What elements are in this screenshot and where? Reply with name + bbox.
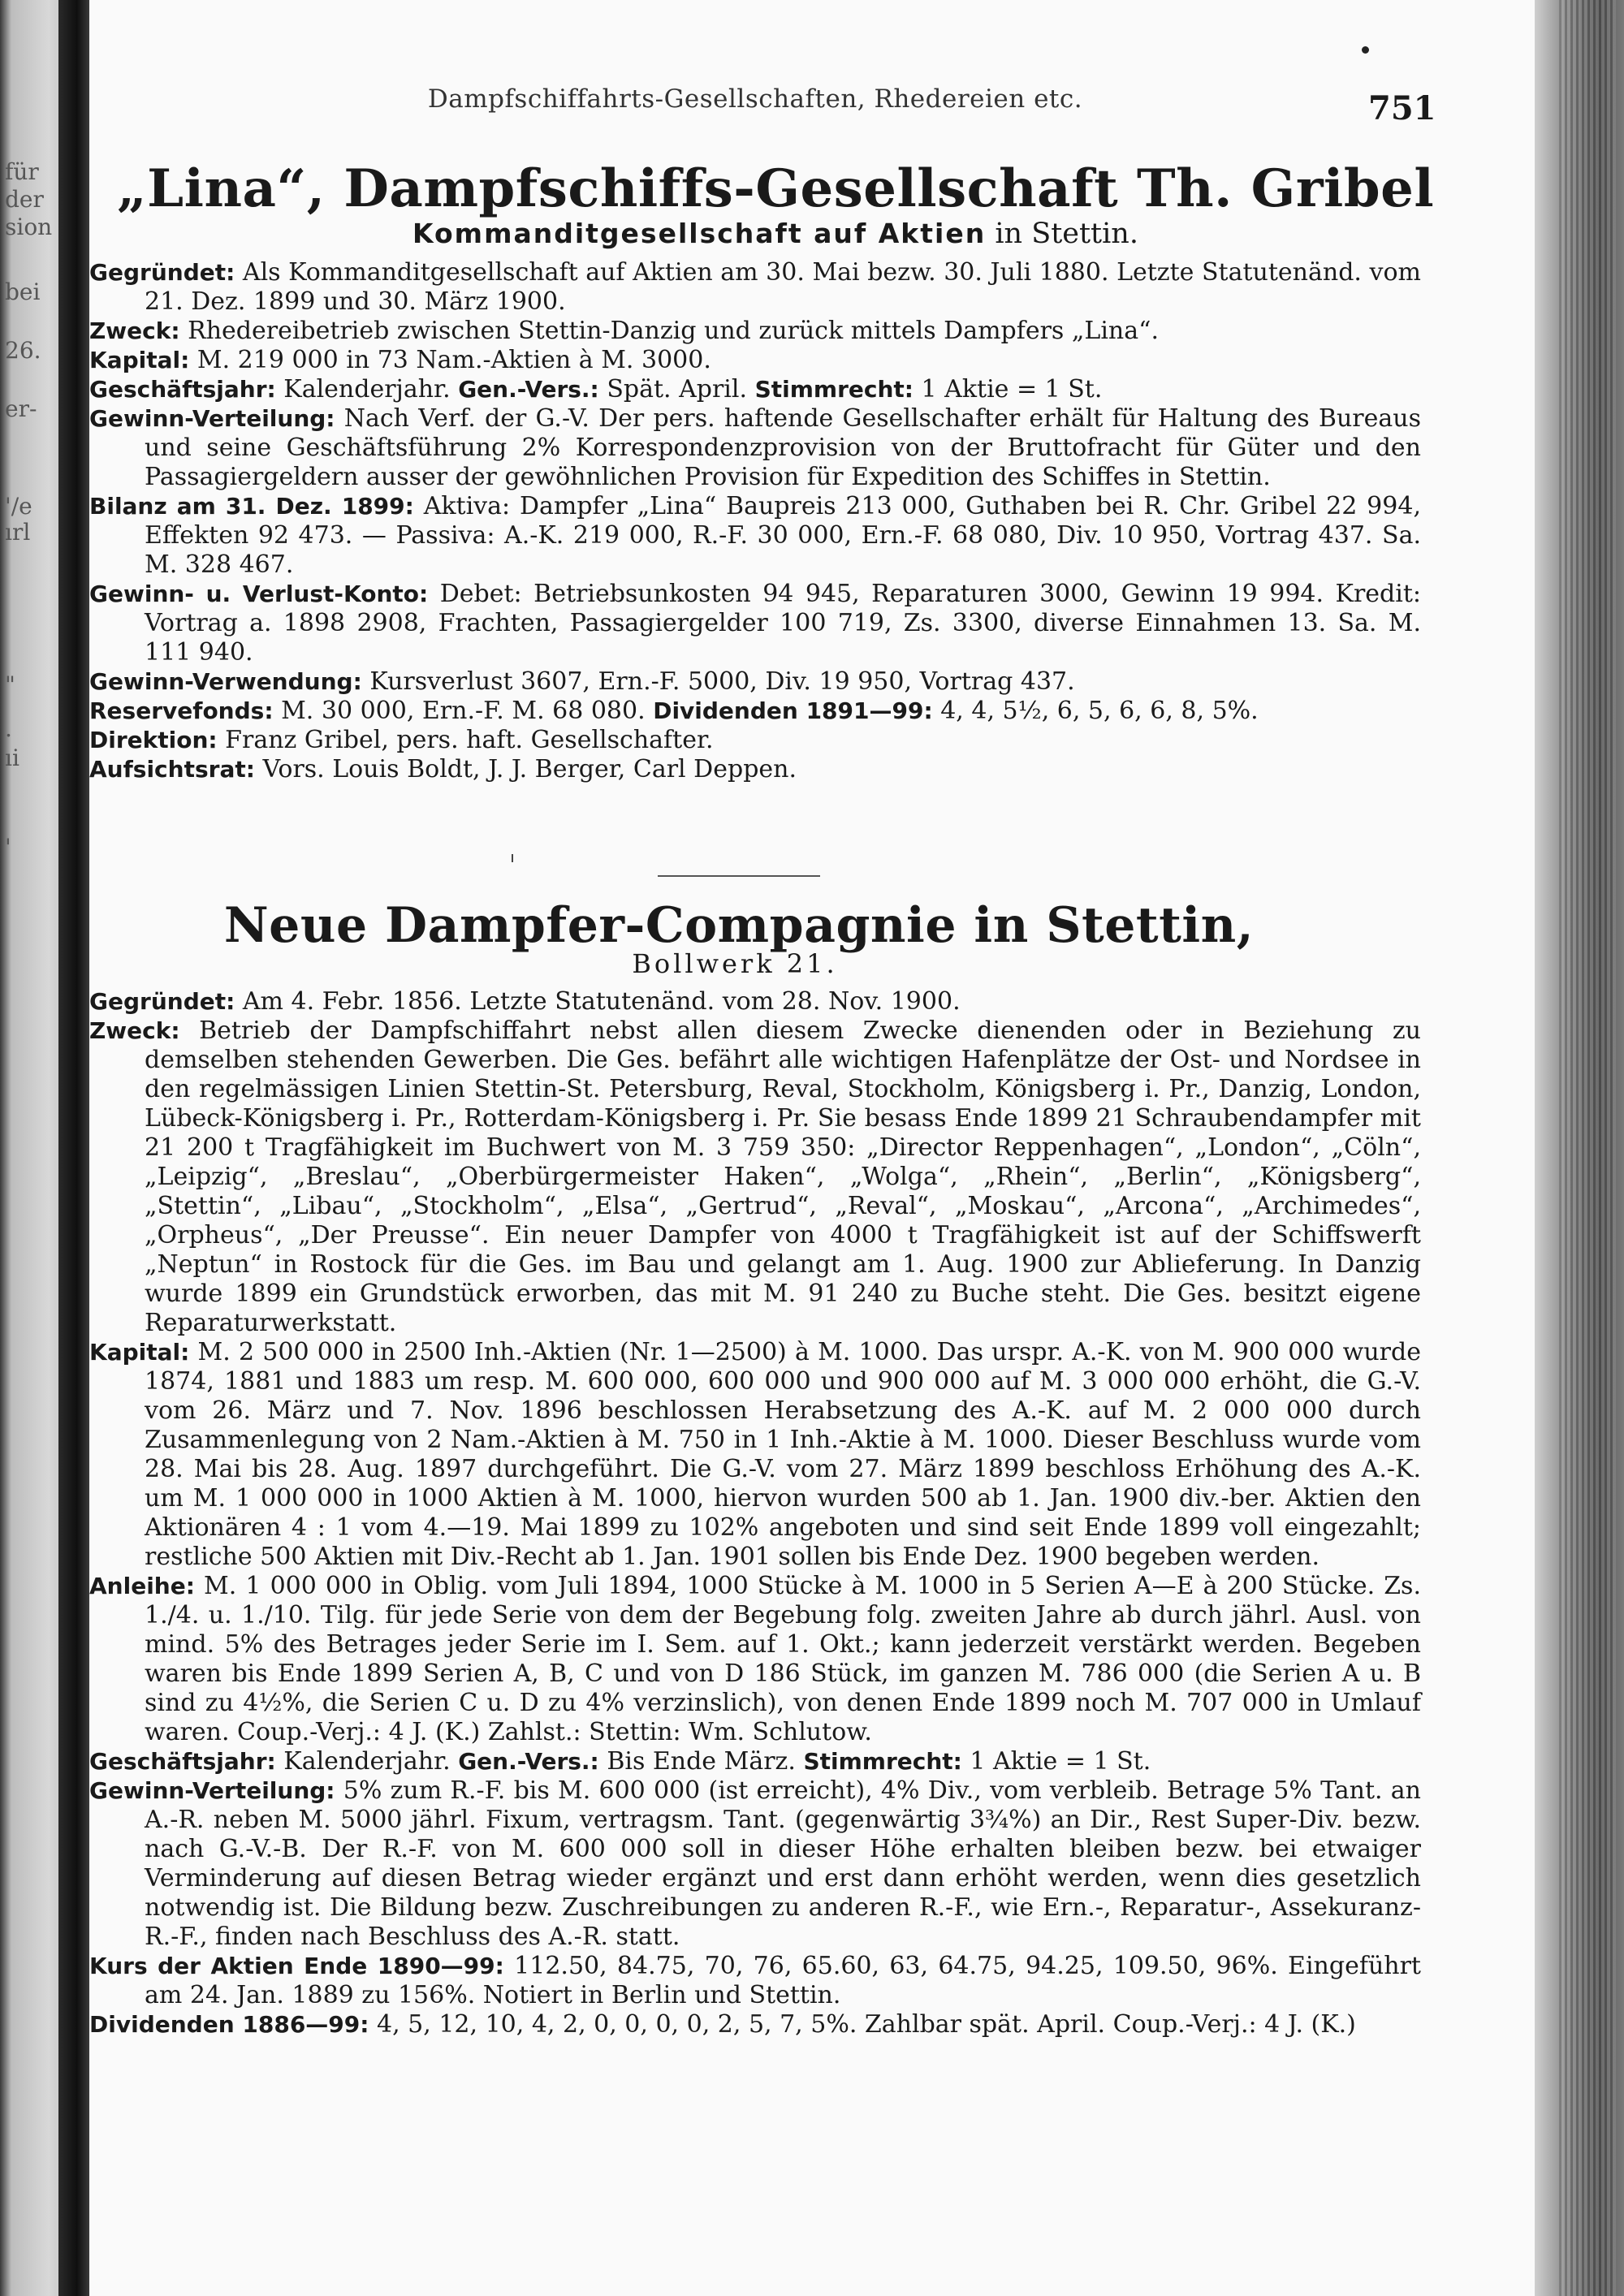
page-stack-edges (1559, 0, 1616, 2296)
gutter-text: für (5, 158, 39, 185)
gutter-text: er- (5, 395, 37, 422)
entry-geschaeftsjahr: Geschäftsjahr: Kalenderjahr. Gen.-Vers.: Bis Ende März. Stimmrecht: 1 Aktie = 1 St. (89, 1747, 1151, 1776)
gutter-text: " (5, 671, 15, 698)
entry-reservefonds: Reservefonds: M. 30 000, Ern.-F. M. 68 080. Dividenden 1891—99: 4, 4, 5½, 6, 5, 6, 6, 8, 5%. (89, 697, 1259, 725)
gutter-text: 26. (5, 337, 41, 364)
gutter-text: bei (5, 278, 41, 305)
entry-gewinn-verteilung: Gewinn-Verteilung: 5% zum R.-F. bis M. 600 000 (ist erreicht), 4% Div., vom verbleib. Betrage 5% Tant. an A.-R. neben M. 5000 jährl. Fixum, vertragsm. Tant. (gegenwärtig 3¾%) an Dir., Rest Super-Div. bezw. nach G.-V.-B. Der R.-F. von M. 600 000 soll in dieser Höhe erhalten bleiben bezw. bei etwaiger Verminderung auf diesen Betrag wieder ergänzt und erst dann erhöht werden, wenn dies gesetzlich notwendig ist. Die Bildung bezw. Zuschreibungen zu anderen R.-F., wie Ern.-, Reparatur-, Assekuranz-R.-F., finden nach Beschluss des A.-R. statt. (89, 1776, 1422, 1951)
entry-anleihe: Anleihe: M. 1 000 000 in Oblig. vom Juli 1894, 1000 Stücke à M. 1000 in 5 Serien A—E à 200 Stücke. Zs. 1./4. u. 1./10. Tilg. für jede Serie von dem der Begebung folg. zweiten Jahre ab durch jährl. Ausl. von mind. 5% des Betrages jeder Serie im I. Sem. auf 1. Okt.; kann jederzeit verstärkt werden. Begeben waren bis Ende 1899 Serien A, B, C und von D 186 Stück, im ganzen M. 786 000 (die Serien A u. B sind zu 4½%, die Serien C u. D zu 4% verzinslich), von denen Ende 1899 noch M. 707 000 in Umlauf waren. Coup.-Verj.: 4 J. (K.) Zahlst.: Stettin: Wm. Schlutow. (89, 1572, 1421, 1746)
entry-gewinn-verlust: Gewinn- u. Verlust-Konto: Debet: Betriebsunkosten 94 945, Reparaturen 3000, Gewinn 19 994. Kredit: Vortrag a. 1898 2908, Frachten, Passagiergelder 100 719, Zs. 3300, diverse Einnahmen 13. Sa. M. 111 940. (89, 580, 1421, 667)
gutter-text: ' (5, 834, 11, 861)
facing-page-fragment (0, 0, 58, 2296)
entry-bilanz: Bilanz am 31. Dez. 1899: Aktiva: Dampfer „Lina“ Baupreis 213 000, Guthaben bei R. Chr. Gribel 22 994, Effekten 92 473. — Passiva: A.-K. 219 000, R.-F. 30 000, Ern.-F. 68 080, Div. 10 950, Vortrag 437. Sa. M. 328 467. (89, 492, 1421, 579)
gutter-text: . (5, 715, 12, 742)
entry-aufsichtsrat: Aufsichtsrat: Vors. Louis Boldt, J. J. Berger, Carl Deppen. (89, 755, 797, 783)
ink-mark (512, 854, 513, 862)
entry-gewinn-verteilung: Gewinn-Verteilung: Nach Verf. der G.-V. Der pers. haftende Gesellschafter erhält für Haltung des Bureaus und seine Geschäftsführung 2% Korrespondenzprovision von der Bruttofracht für Güter und den Passagiergeldern ausser der gewöhnlichen Provision für Expedition des Schiffes in Stettin. (89, 404, 1421, 491)
entry-zweck: Zweck: Rhedereibetrieb zwischen Stettin-Danzig und zurück mittels Dampfers „Lina“. (89, 317, 1159, 345)
page-number: 751 (1368, 89, 1436, 127)
book-spine-shadow (58, 0, 89, 2296)
gutter-text: ırl (5, 519, 31, 546)
speck (1362, 46, 1369, 54)
entry-gewinn-verwendung: Gewinn-Verwendung: Kursverlust 3607, Ern.-F. 5000, Div. 19 950, Vortrag 437. (89, 667, 1075, 696)
entry-dividenden: Dividenden 1886—99: 4, 5, 12, 10, 4, 2, 0, 0, 0, 0, 2, 5, 7, 5%. Zahlbar spät. April. Coup.-Verj.: 4 J. (K.) (89, 2010, 1356, 2039)
entry-geschaeftsjahr: Geschäftsjahr: Kalenderjahr. Gen.-Vers.: Spät. April. Stimmrecht: 1 Aktie = 1 St. (89, 375, 1103, 404)
running-head: Dampfschiffahrts-Gesellschaften, Rhedereien etc. (427, 84, 1083, 114)
company-2-address: Bollwerk 21. (632, 948, 838, 979)
entry-kurs: Kurs der Aktien Ende 1890—99: 112.50, 84.75, 70, 76, 65.60, 63, 64.75, 94.25, 109.50, 96%. Eingeführt am 24. Jan. 1889 zu 156%. Notiert in Berlin und Stettin. (89, 1952, 1421, 2009)
entry-zweck: Zweck: Betrieb der Dampfschiffahrt nebst allen diesem Zwecke dienenden oder in Beziehung zu demselben stehenden Gewerben. Die Ges. befährt alle wichtigen Hafenplätze der Ost- und Nordsee in den regelmässigen Linien Stettin-St. Petersburg, Reval, Stockholm, Königsberg i. Pr., Danzig, London, Lübeck-Königsberg i. Pr., Rotterdam-Königsberg i. Pr. Sie besass Ende 1899 21 Schraubendampfer mit 21 200 t Tragfähigkeit im Buchwert von M. 3 759 350: „Director Reppenhagen“, „London“, „Cöln“, „Leipzig“, „Breslau“, „Oberbürgermeister Haken“, „Wolga“, „Rhein“, „Berlin“, „Königsberg“, „Stettin“, „Libau“, „Stockholm“, „Elsa“, „Gertrud“, „Reval“, „Moskau“, „Arcona“, „Archimedes“, „Orpheus“, „Der Preusse“. Ein neuer Dampfer von 4000 t Tragfähigkeit ist auf der Schiffswerft „Neptun“ in Rostock für die Ges. im Bau und gelangt am 1. Aug. 1900 zur Ablieferung. In Danzig wurde 1899 ein Grundstück erworben, das mit M. 91 240 zu Buche steht. Die Ges. besitzt eigene Reparaturwerkstatt. (89, 1016, 1421, 1337)
entry-kapital: Kapital: M. 219 000 in 73 Nam.-Aktien à M. 3000. (89, 346, 711, 374)
section-divider (658, 875, 820, 877)
company-1-legal-form: Kommanditgesellschaft auf Aktien (412, 218, 987, 249)
company-2-title: Neue Dampfer-Compagnie in Stettin, (223, 897, 1255, 954)
company-1-subtitle (89, 218, 1462, 250)
gutter-text: '/e (5, 493, 32, 520)
gutter-text: ıi (5, 744, 19, 771)
gutter-text: sion (5, 214, 53, 240)
entry-kapital: Kapital: M. 2 500 000 in 2500 Inh.-Aktien (Nr. 1—2500) à M. 1000. Das urspr. A.-K. von M. 900 000 wurde 1874, 1881 und 1883 um resp. M. 600 000, 600 000 und 900 000 auf M. 3 000 000 erhöht, die G.-V. vom 26. März und 7. Nov. 1896 beschlossen Herabsetzung des A.-K. auf M. 2 000 000 durch Zusammenlegung von 2 Nam.-Aktien à M. 750 in 1 Inh.-Aktie à M. 1000. Dieser Beschluss wurde vom 28. Mai bis 28. Aug. 1897 durchgeführt. Die G.-V. vom 27. März 1899 beschloss Erhöhung des A.-K. um M. 1 000 000 in 1000 Aktien à M. 1000, hiervon wurden 500 ab 1. Jan. 1900 div.-ber. Aktien den Aktionären 4 : 1 vom 4.—19. Mai 1899 zu 102% angeboten und sind seit Ende 1899 voll eingezahlt; restliche 500 Aktien mit Div.-Recht ab 1. Jan. 1901 sollen bis Ende Dez. 1900 begeben werden. (89, 1338, 1421, 1571)
entry-gegruendet: Gegründet: Am 4. Febr. 1856. Letzte Statutenänd. vom 28. Nov. 1900. (89, 987, 961, 1016)
gutter-text: der (5, 186, 44, 213)
company-1-entries (89, 258, 1421, 784)
entry-gegruendet: Gegründet: Als Kommanditgesellschaft auf Aktien am 30. Mai bezw. 30. Juli 1880. Letzte Statutenänd. vom 21. Dez. 1899 und 30. März 1900. (89, 258, 1421, 316)
company-1-title: „Lina“, Dampfschiffs-Gesellschaft Th. Gribel (116, 158, 1435, 219)
book-page (89, 0, 1535, 2296)
entry-direktion: Direktion: Franz Gribel, pers. haft. Gesellschafter. (89, 726, 714, 754)
company-2-entries (89, 987, 1421, 2039)
company-1-location: in Stettin. (995, 218, 1138, 250)
